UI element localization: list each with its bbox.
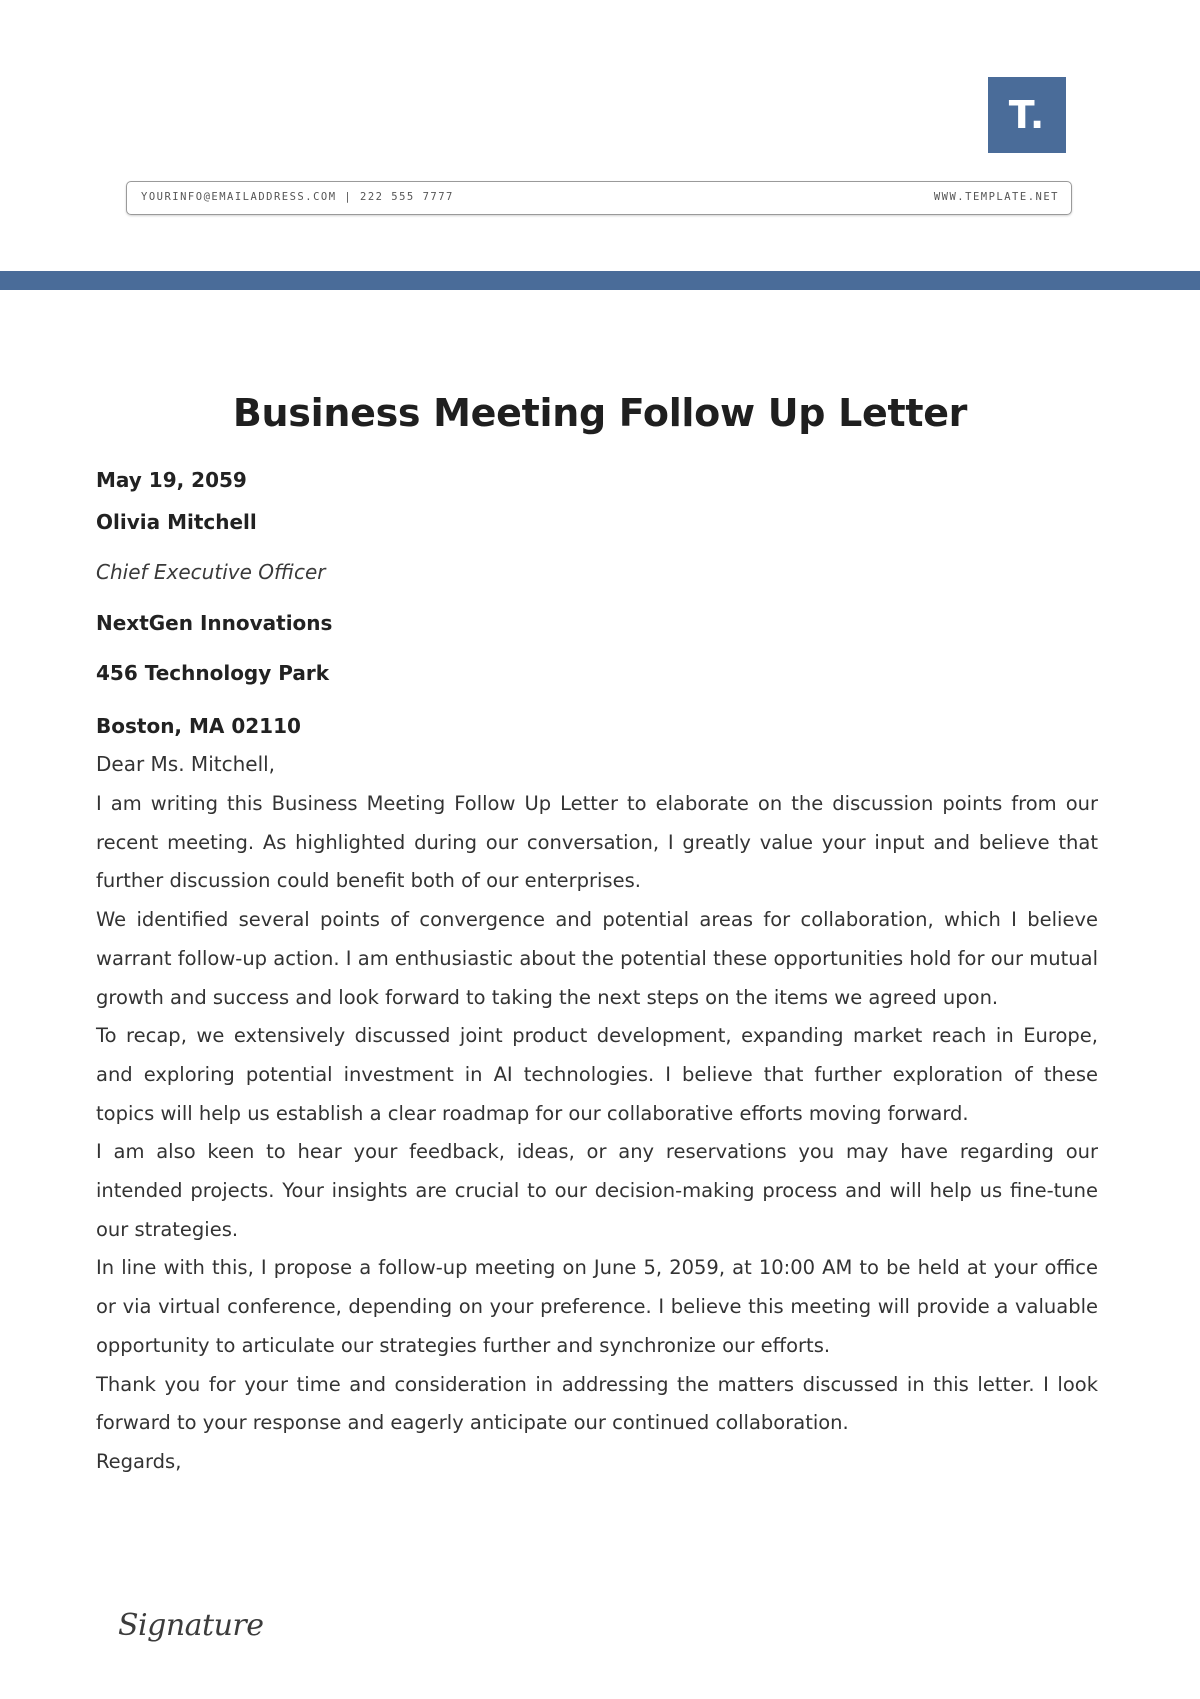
- contact-bar: [126, 181, 1072, 215]
- recipient-name: Olivia Mitchell: [96, 510, 257, 534]
- recipient-title: Chief Executive Officer: [96, 560, 326, 584]
- contact-email-phone: YOURINFO@EMAILADDRESS.COM | 222 555 7777: [141, 191, 454, 203]
- closing: Regards,: [96, 1449, 182, 1473]
- signature: Signature: [118, 1608, 264, 1643]
- salutation: Dear Ms. Mitchell,: [96, 752, 276, 776]
- recipient-address-line2: Boston, MA 02110: [96, 714, 301, 738]
- header-divider: [0, 271, 1200, 290]
- logo: [988, 77, 1066, 153]
- letter-body: [96, 785, 1098, 1482]
- logo-text: T.: [1008, 93, 1046, 137]
- body-paragraph: I am also keen to hear your feedback, ideas, or any reservations you may have regarding our intended projects. Your insights are crucial to our decision-making process and will help us fine-tune our strategies.: [96, 1140, 1098, 1241]
- contact-website: WWW.TEMPLATE.NET: [933, 191, 1059, 203]
- recipient-company: NextGen Innovations: [96, 611, 333, 635]
- body-paragraph: We identified several points of convergence and potential areas for collaboration, which I believe warrant follow-up action. I am enthusiastic about the potential these opportunities hold for our mutual growth and success and look forward to taking the next steps on the items we agreed upon.: [96, 908, 1098, 1009]
- recipient-address-line1: 456 Technology Park: [96, 661, 330, 685]
- body-paragraph: I am writing this Business Meeting Follow Up Letter to elaborate on the discussion points from our recent meeting. As highlighted during our conversation, I greatly value your input and believe that further discussion could benefit both of our enterprises.: [96, 792, 1098, 893]
- body-paragraph: To recap, we extensively discussed joint product development, expanding market reach in Europe, and exploring potential investment in AI technologies. I believe that further exploration of these topics will help us establish a clear roadmap for our collaborative efforts moving forward.: [96, 1024, 1098, 1125]
- letter-date: May 19, 2059: [96, 468, 247, 492]
- body-paragraph: In line with this, I propose a follow-up meeting on June 5, 2059, at 10:00 AM to be held at your office or via virtual conference, depending on your preference. I believe this meeting will provide a valuable opportunity to articulate our strategies further and synchronize our efforts.: [96, 1256, 1098, 1357]
- body-paragraph: Thank you for your time and consideration in addressing the matters discussed in this letter. I look forward to your response and eagerly anticipate our continued collaboration.: [96, 1372, 1098, 1435]
- letter-title: Business Meeting Follow Up Letter: [232, 391, 968, 435]
